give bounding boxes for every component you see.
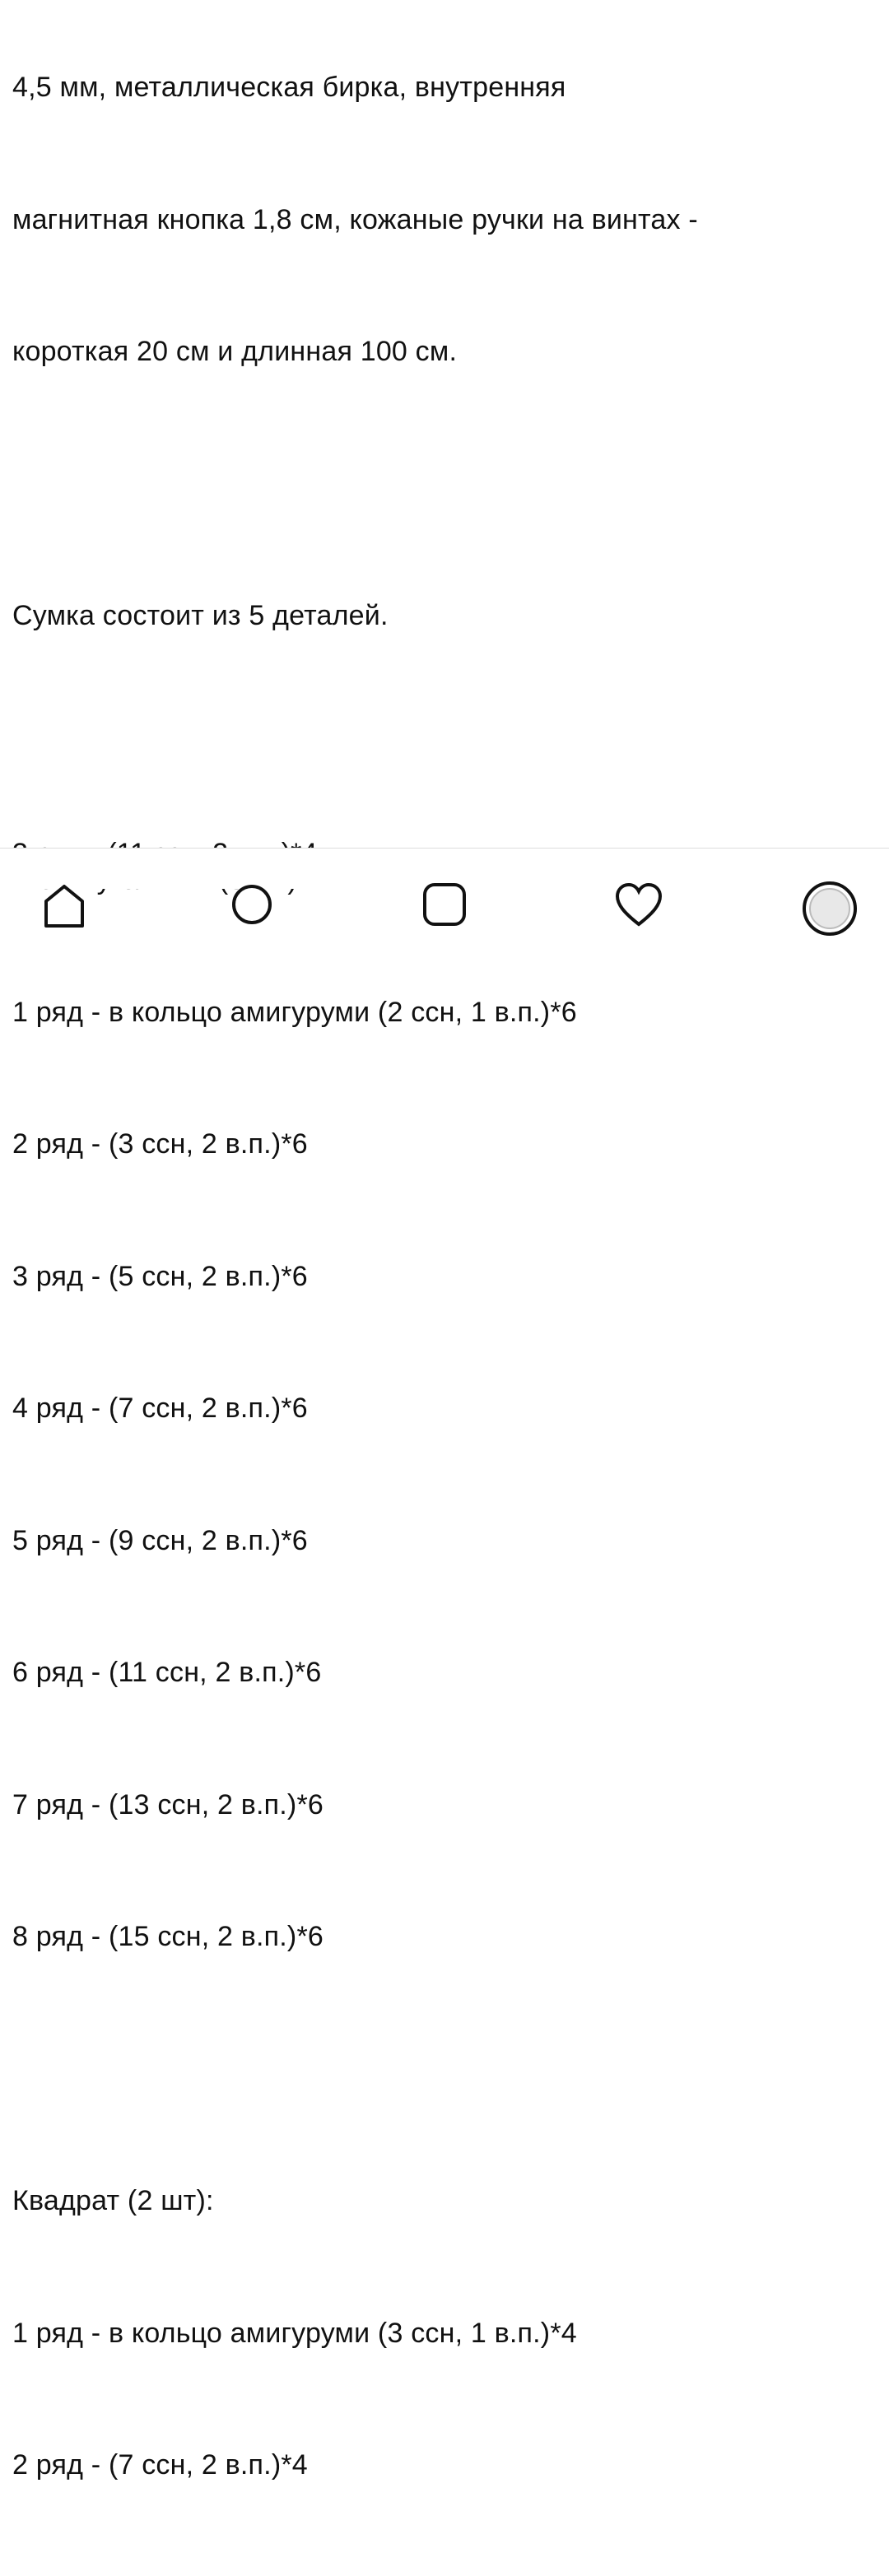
heart-icon[interactable]: [614, 880, 663, 929]
profile-icon[interactable]: [805, 880, 854, 929]
pattern-row: 2 ряд - (3 ссн, 2 в.п.)*6: [12, 1128, 308, 1160]
pattern-row: 7 ряд - (13 ссн, 2 в.п.)*6: [12, 1788, 323, 1820]
pattern-row: 3 ряд - (5 ссн, 2 в.п.)*6: [12, 1260, 308, 1292]
caption-line: короткая 20 см и длинная 100 см.: [12, 336, 458, 367]
caption-text: [12, 0, 885, 2576]
pattern-row: 5 ряд - (9 ссн, 2 в.п.)*6: [12, 1524, 308, 1556]
home-icon[interactable]: [40, 880, 89, 929]
caption-line: Сумка состоит из 5 деталей.: [12, 600, 389, 631]
blank-line: [12, 727, 885, 771]
pattern-row: 2 ряд - (7 ссн, 2 в.п.)*4: [12, 2449, 308, 2481]
blank-line: [12, 463, 885, 507]
section-heading-square: Квадрат (2 шт):: [12, 2185, 214, 2216]
pattern-row: 1 ряд - в кольцо амигуруми (3 ссн, 1 в.п.)*4: [12, 2317, 577, 2349]
bottom-tab-bar: [0, 848, 889, 889]
pattern-row: 1 ряд - в кольцо амигуруми (2 ссн, 1 в.п.)*6: [12, 996, 577, 1028]
caption-line: магнитная кнопка 1,8 см, кожаные ручки на винтах -: [12, 203, 698, 235]
pattern-row: 4 ряд - (7 ссн, 2 в.п.)*6: [12, 1393, 308, 1424]
reels-icon[interactable]: [420, 880, 469, 929]
pattern-row: 6 ряд - (11 ссн, 2 в.п.)*6: [12, 1657, 322, 1688]
caption-line: 4,5 мм, металлическая бирка, внутренняя: [12, 72, 566, 103]
search-icon[interactable]: [227, 880, 277, 929]
pattern-row: 8 ряд - (15 ссн, 2 в.п.)*6: [12, 1921, 323, 1952]
blank-line: [12, 2048, 885, 2092]
